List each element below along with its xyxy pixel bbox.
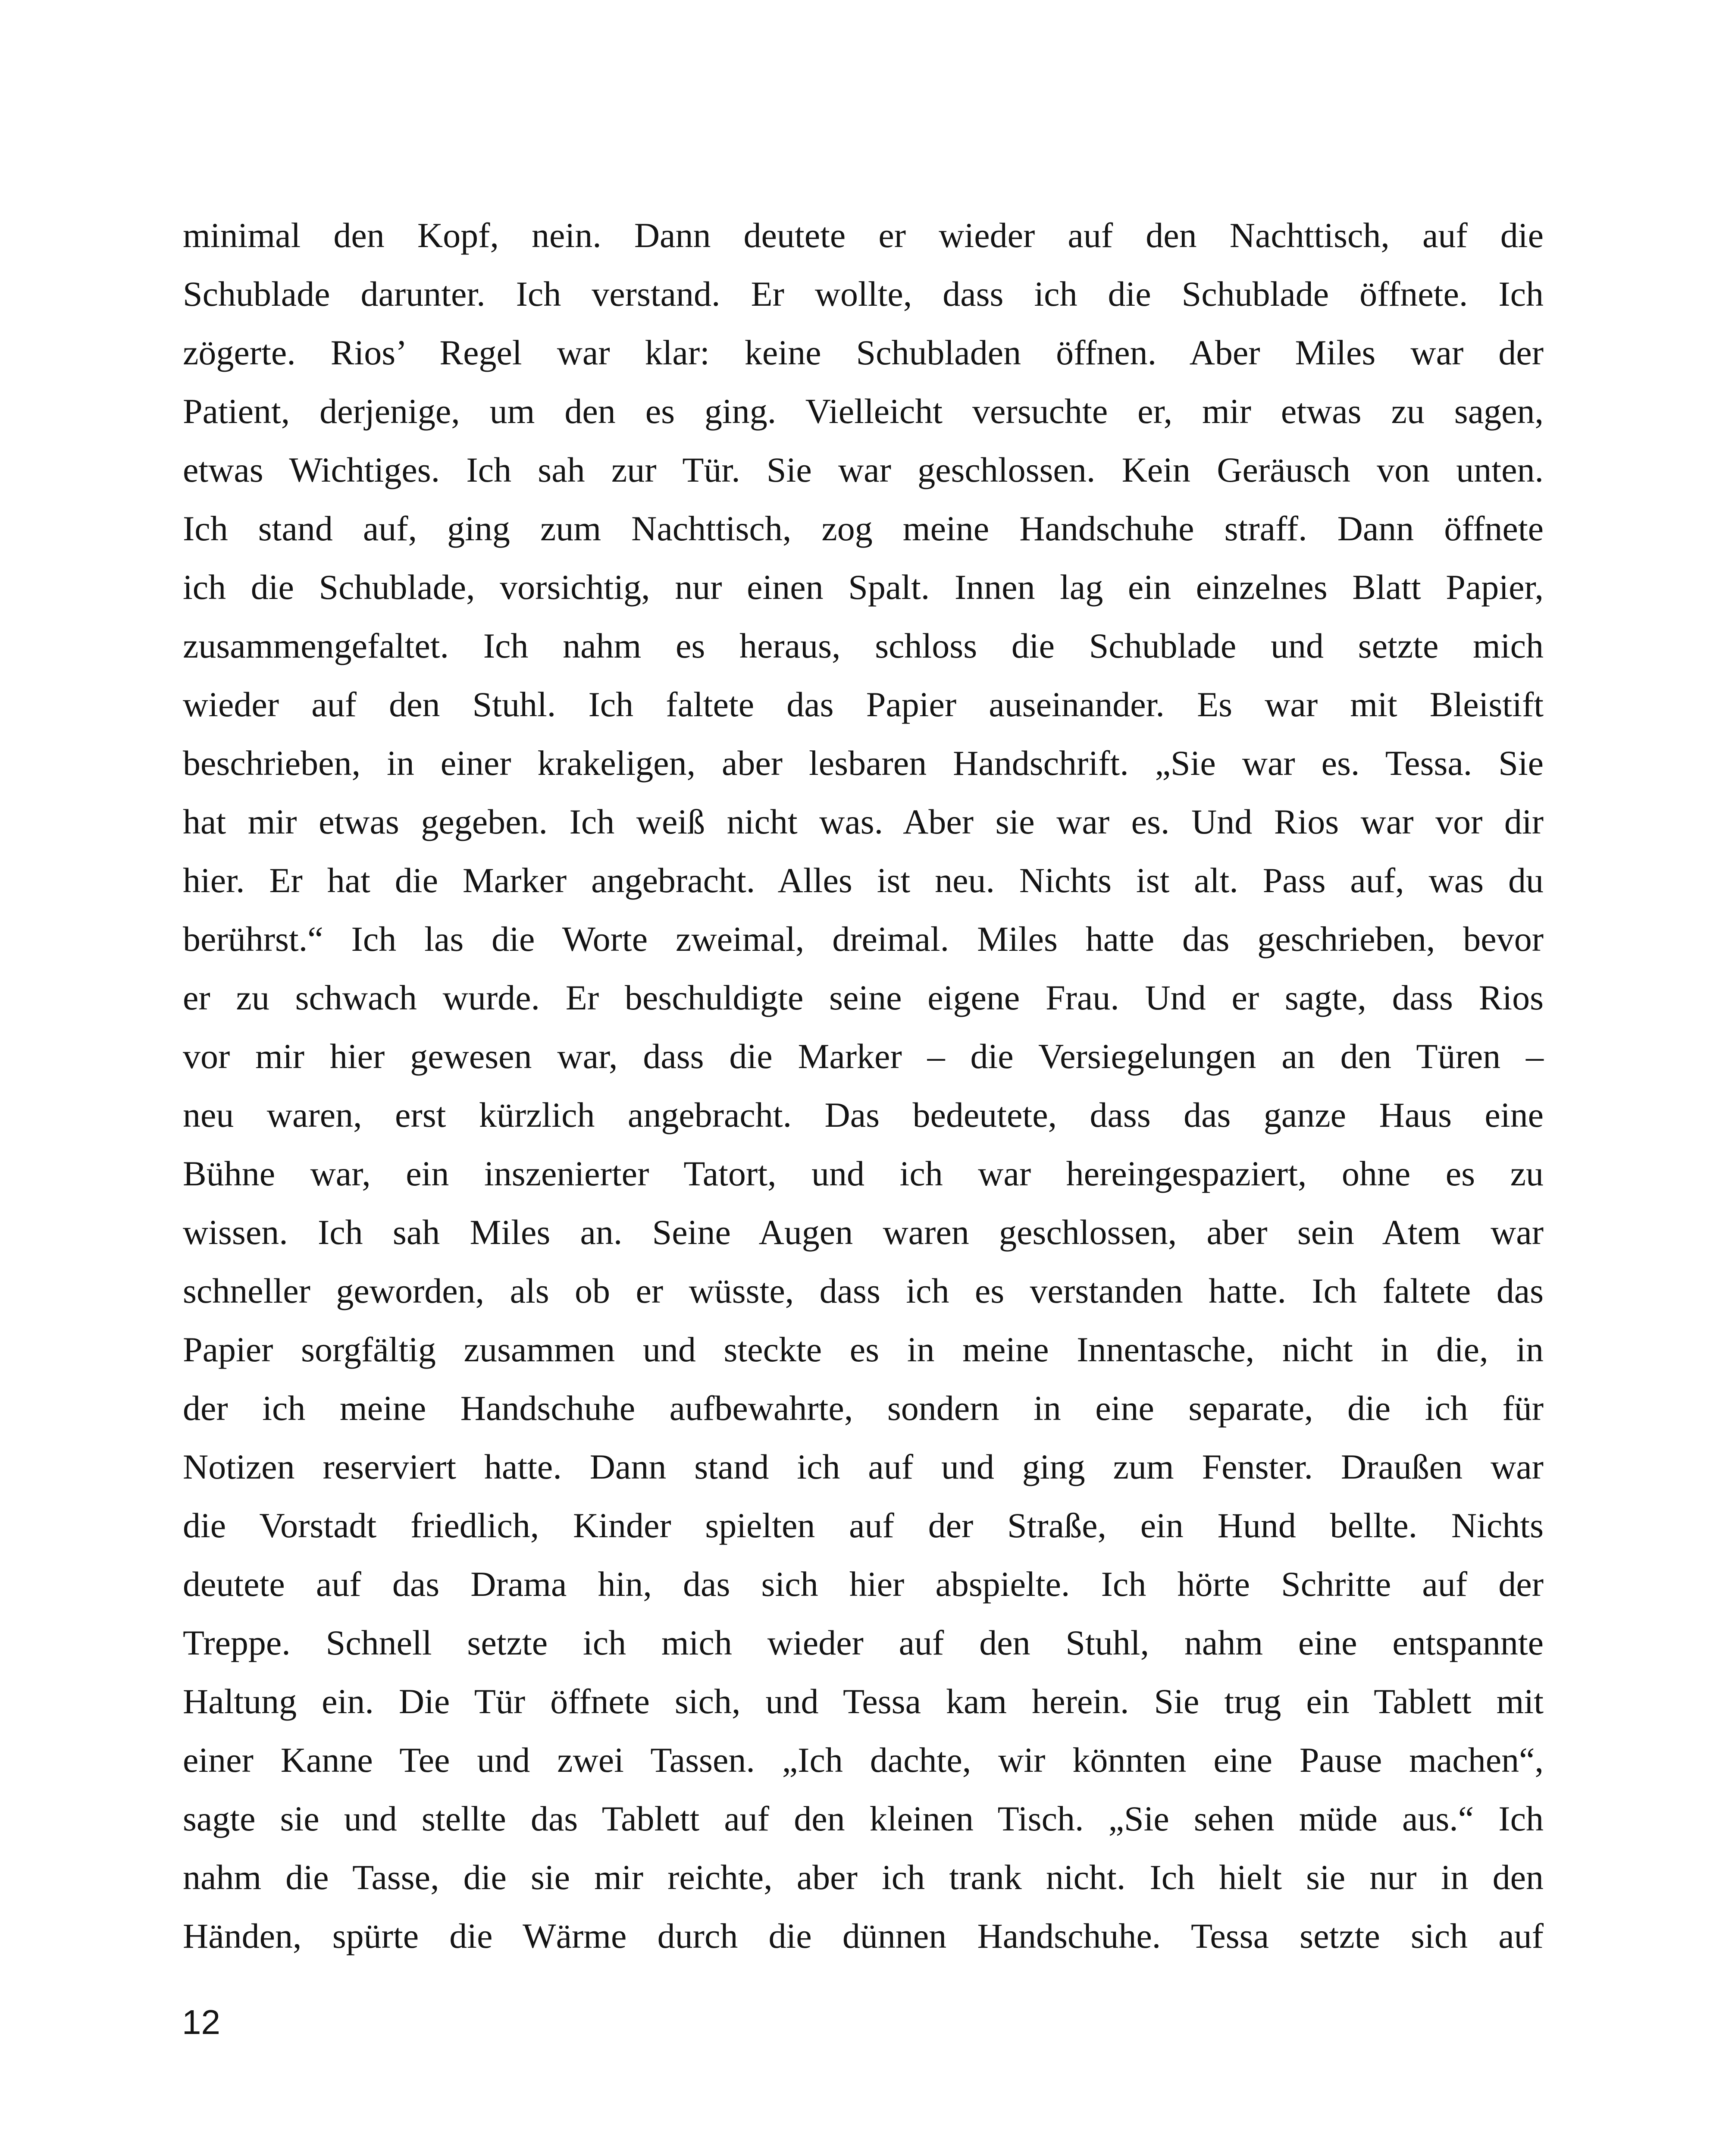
text-line: beschrieben, in einer krakeligen, aber lesbaren Handschrift. „Sie war es. Tessa. Sie — [183, 743, 1544, 783]
text-line: etwas Wichtiges. Ich sah zur Tür. Sie war geschlossen. Kein Geräusch von unten. — [183, 450, 1544, 489]
text-line: schneller geworden, als ob er wüsste, dass ich es verstanden hatte. Ich faltete das — [183, 1271, 1544, 1310]
text-line: minimal den Kopf, nein. Dann deutete er wieder auf den Nachttisch, auf die — [183, 216, 1544, 255]
text-line: vor mir hier gewesen war, dass die Marker – die Versiegelungen an den Türen – — [183, 1037, 1544, 1076]
text-line: sagte sie und stellte das Tablett auf den kleinen Tisch. „Sie sehen müde aus.“ Ich — [183, 1799, 1544, 1838]
body-text — [183, 206, 1544, 1965]
text-line: der ich meine Handschuhe aufbewahrte, sondern in eine separate, die ich für — [183, 1388, 1544, 1428]
text-line: ich die Schublade, vorsichtig, nur einen Spalt. Innen lag ein einzelnes Blatt Papier, — [183, 567, 1544, 607]
text-line: zögerte. Rios’ Regel war klar: keine Schubladen öffnen. Aber Miles war der — [183, 333, 1544, 372]
text-line: neu waren, erst kürzlich angebracht. Das bedeutete, dass das ganze Haus eine — [183, 1095, 1544, 1134]
text-line: hat mir etwas gegeben. Ich weiß nicht was. Aber sie war es. Und Rios war vor dir — [183, 802, 1544, 841]
text-line: wieder auf den Stuhl. Ich faltete das Papier auseinander. Es war mit Bleistift — [183, 685, 1544, 724]
text-line: Treppe. Schnell setzte ich mich wieder auf den Stuhl, nahm eine entspannte — [183, 1623, 1544, 1662]
text-line: Notizen reserviert hatte. Dann stand ich auf und ging zum Fenster. Draußen war — [183, 1447, 1544, 1486]
text-line: einer Kanne Tee und zwei Tassen. „Ich dachte, wir könnten eine Pause machen“, — [183, 1740, 1544, 1780]
text-line: Händen, spürte die Wärme durch die dünnen Handschuhe. Tessa setzte sich auf — [183, 1916, 1544, 1955]
text-line: zusammengefaltet. Ich nahm es heraus, schloss die Schublade und setzte mich — [183, 626, 1544, 665]
text-line: die Vorstadt friedlich, Kinder spielten auf der Straße, ein Hund bellte. Nichts — [183, 1506, 1544, 1545]
text-line: Ich stand auf, ging zum Nachttisch, zog meine Handschuhe straff. Dann öffnete — [183, 509, 1544, 548]
text-line: deutete auf das Drama hin, das sich hier abspielte. Ich hörte Schritte auf der — [183, 1564, 1544, 1604]
text-line: Papier sorgfältig zusammen und steckte es in meine Innentasche, nicht in die, in — [183, 1330, 1544, 1369]
text-line: er zu schwach wurde. Er beschuldigte seine eigene Frau. Und er sagte, dass Rios — [183, 978, 1544, 1017]
text-line: Patient, derjenige, um den es ging. Vielleicht versuchte er, mir etwas zu sagen, — [183, 392, 1544, 431]
text-line: wissen. Ich sah Miles an. Seine Augen waren geschlossen, aber sein Atem war — [183, 1213, 1544, 1252]
text-line: nahm die Tasse, die sie mir reichte, aber ich trank nicht. Ich hielt sie nur in den — [183, 1858, 1544, 1897]
text-line: Bühne war, ein inszenierter Tatort, und ich war hereingespaziert, ohne es zu — [183, 1154, 1544, 1193]
text-line: hier. Er hat die Marker angebracht. Alles ist neu. Nichts ist alt. Pass auf, was du — [183, 861, 1544, 900]
text-line: Schublade darunter. Ich verstand. Er wollte, dass ich die Schublade öffnete. Ich — [183, 274, 1544, 313]
text-line: berührst.“ Ich las die Worte zweimal, dreimal. Miles hatte das geschrieben, bevor — [183, 919, 1544, 959]
page-number: 12 — [182, 2003, 220, 2041]
text-line: Haltung ein. Die Tür öffnete sich, und Tessa kam herein. Sie trug ein Tablett mit — [183, 1682, 1544, 1721]
